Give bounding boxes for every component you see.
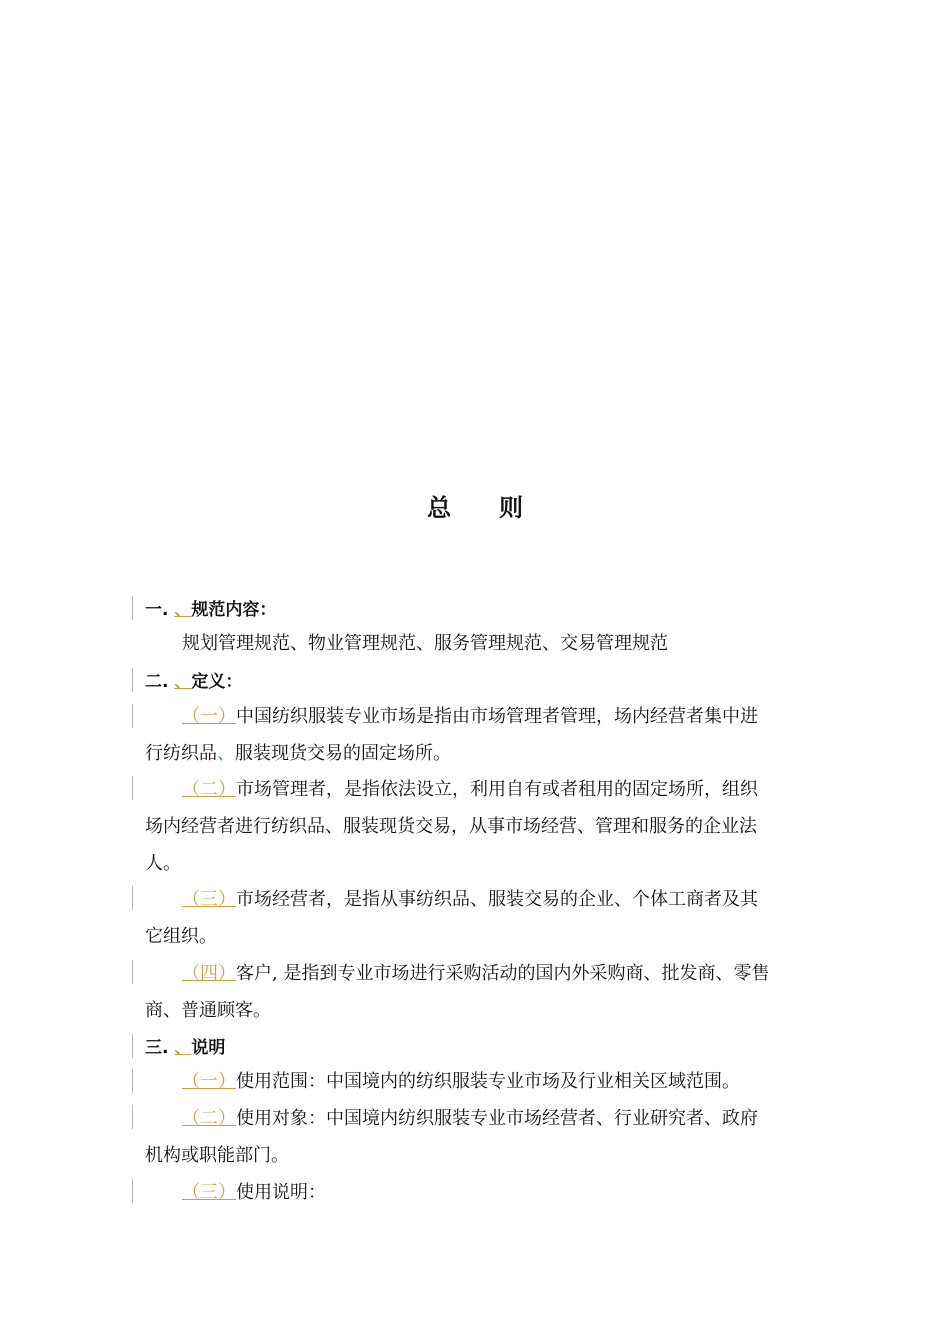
- item-number: （四）: [182, 963, 236, 984]
- definition-item-4-line-1: （四）客户, 是指到专业市场进行采购活动的国内外采购商、批发商、零售: [182, 963, 770, 984]
- revision-mark: 、: [174, 672, 192, 692]
- definition-item-2-line-3: 人。: [145, 853, 181, 874]
- item-number: （二）: [182, 1108, 236, 1129]
- section-1-body: 规划管理规范、物业管理规范、服务管理规范、交易管理规范: [182, 633, 668, 654]
- note-item-1-line-1: （一）使用范围：中国境内的纺织服装专业市场及行业相关区域范围。: [182, 1071, 740, 1092]
- definition-item-2-line-1: （二）市场管理者，是指依法设立，利用自有或者租用的固定场所，组织: [182, 779, 758, 800]
- item-number: （一）: [182, 1071, 236, 1092]
- definition-item-2-line-2: 场内经营者进行纺织品、服装现货交易，从事市场经营、管理和服务的企业法: [145, 816, 757, 837]
- note-item-2-line-2: 机构或职能部门。: [145, 1145, 289, 1166]
- title-char-1: 总: [427, 494, 451, 522]
- definition-item-3-line-1: （三）市场经营者，是指从事纺织品、服装交易的企业、个体工商者及其: [182, 889, 758, 910]
- revision-bar: [132, 596, 133, 620]
- item-number: （二）: [182, 779, 236, 800]
- item-number: （一）: [182, 706, 236, 727]
- revision-mark: 、: [174, 600, 192, 620]
- revision-bar: [132, 668, 133, 692]
- item-number: （三）: [182, 1182, 236, 1203]
- page-title: [0, 488, 950, 523]
- revision-bar: [132, 1069, 133, 1093]
- title-char-2: 则: [499, 494, 523, 522]
- definition-item-4-line-2: 商、普通顾客。: [145, 1000, 271, 1021]
- revision-bar: [132, 960, 133, 984]
- section-heading-3: 三. 、说明: [145, 1038, 226, 1058]
- revision-bar: [132, 886, 133, 910]
- revision-bar: [132, 776, 133, 800]
- item-number: （三）: [182, 889, 236, 910]
- definition-item-1-line-1: （一）中国纺织服装专业市场是指由市场管理者管理，场内经营者集中进: [182, 706, 758, 727]
- revision-bar: [132, 1034, 133, 1058]
- definition-item-1-line-2: 行纺织品、服装现货交易的固定场所。: [145, 743, 451, 764]
- note-item-2-line-1: （二）使用对象：中国境内纺织服装专业市场经营者、行业研究者、政府: [182, 1108, 758, 1129]
- revision-mark: 、: [174, 1038, 192, 1058]
- section-heading-2: 二. 、定义：: [145, 672, 243, 692]
- section-heading-1: 一. 、规范内容：: [145, 600, 277, 620]
- revision-bar: [132, 1179, 133, 1203]
- note-item-3-line-1: （三）使用说明：: [182, 1182, 326, 1203]
- revision-bar: [132, 704, 133, 728]
- definition-item-3-line-2: 它组织。: [145, 926, 217, 947]
- revision-bar: [132, 1105, 133, 1129]
